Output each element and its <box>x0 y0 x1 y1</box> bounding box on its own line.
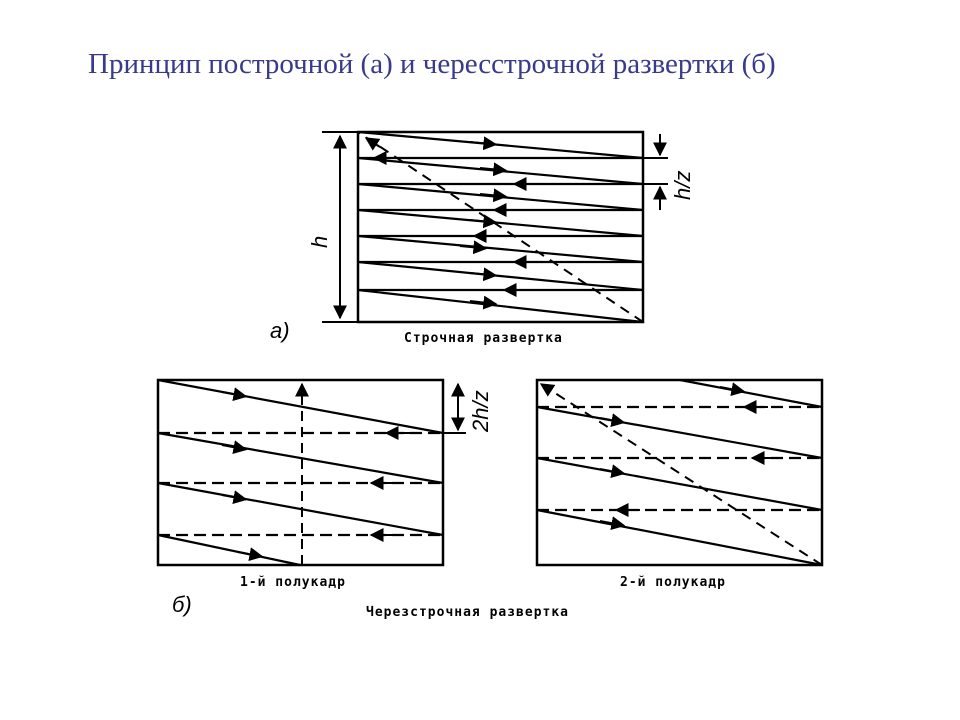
slide-title: Принцип построчной (а) и чересстрочной развертки (б) <box>88 48 776 80</box>
active-line <box>358 132 643 158</box>
field-pitch-label: 2h/z <box>468 390 493 432</box>
line-pitch-dimension <box>643 134 668 210</box>
progressive-caption: Строчная развертка <box>404 331 563 346</box>
line-pitch-label: h/z <box>670 170 695 200</box>
field-2-diagram <box>537 380 822 590</box>
active-line <box>358 236 643 262</box>
height-dimension <box>322 132 358 322</box>
raster-frame-b1 <box>158 380 443 565</box>
progressive-scan-diagram <box>270 132 695 346</box>
active-line <box>358 158 643 184</box>
scan-lines-b2-retrace <box>537 407 822 510</box>
active-line <box>358 210 643 236</box>
part-b-label: б) <box>172 592 192 617</box>
field-pitch-dimension <box>443 384 466 433</box>
field-1-caption: 1-й полукадр <box>240 575 346 590</box>
part-a-label: а) <box>270 318 290 343</box>
direction-arrows-b1 <box>222 392 410 557</box>
scan-lines-b1-retrace <box>158 433 443 535</box>
active-line <box>358 184 643 210</box>
field-1-diagram <box>158 380 443 590</box>
field-2-caption: 2-й полукадр <box>620 575 726 590</box>
scan-lines-b1-active <box>158 380 443 565</box>
active-line <box>358 290 643 322</box>
frame-retrace-a <box>358 132 643 322</box>
height-label: h <box>307 235 332 248</box>
interlaced-caption: Черезстрочная развертка <box>366 605 570 620</box>
active-line <box>358 262 643 290</box>
direction-arrows-a <box>366 138 540 304</box>
